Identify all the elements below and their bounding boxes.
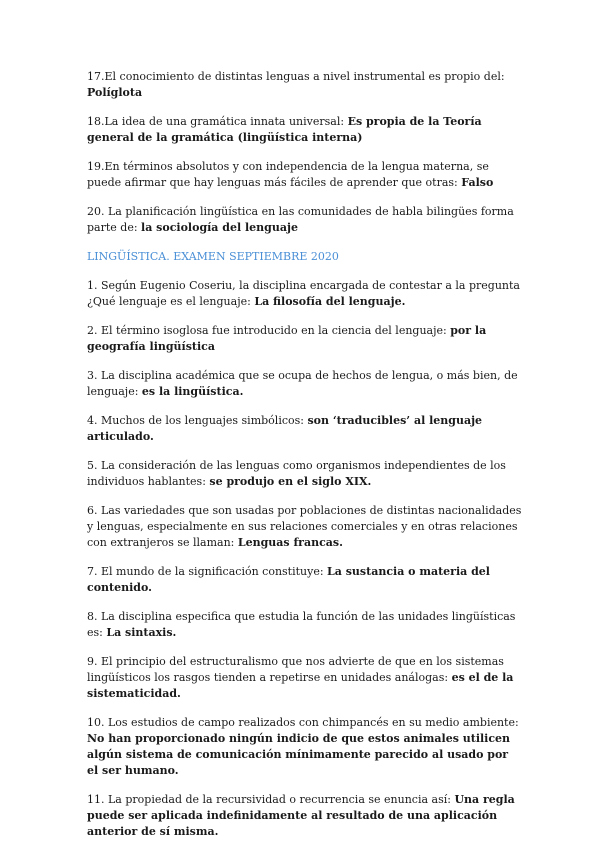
answer-text: son ‘traducibles’ al lenguaje articulado. (87, 414, 483, 443)
question-item (87, 69, 522, 101)
question-text: 17.El conocimiento de distintas lenguas a nivel instrumental es propio del: (87, 70, 505, 83)
section-heading: LINGÜÍSTICA. EXAMEN SEPTIEMBRE 2020 (87, 250, 339, 263)
question-item (87, 792, 522, 840)
question-item (87, 368, 522, 400)
question-text: 19.En términos absolutos y con independencia de la lengua materna, se puede afirmar que hay lenguas más fáciles de aprender que otras: (87, 160, 489, 189)
question-text: 5. La consideración de las lenguas como organismos independientes de los individuos hablantes: (87, 459, 506, 488)
question-text: 10. Los estudios de campo realizados con chimpancés en su medio ambiente: (87, 716, 519, 729)
question-item (87, 204, 522, 236)
question-text: 4. Muchos de los lenguajes simbólicos: (87, 414, 308, 427)
answer-text: Lenguas francas. (237, 536, 343, 549)
question-text: 2. El término isoglosa fue introducido en la ciencia del lenguaje: (87, 324, 451, 337)
question-text: 11. La propiedad de la recursividad o recurrencia se enuncia así: (87, 793, 455, 806)
question-text: 3. La disciplina académica que se ocupa de hechos de lengua, o más bien, de lenguaje: (87, 369, 518, 398)
question-text: 7. El mundo de la significación constituye: (87, 565, 328, 578)
answer-text: Es propia de la Teoría general de la gramática (lingüística interna) (87, 115, 482, 144)
question-text: 1. Según Eugenio Coseriu, la disciplina encargada de contestar a la pregunta ¿Qué lenguaje es el lenguaje: (87, 279, 520, 308)
answer-text: Falso (461, 176, 494, 189)
answer-text: La sintaxis. (106, 626, 177, 639)
answer-text: No han proporcionado ningún indicio de que estos animales utilicen algún sistema de comunicación mínimamente parecido al usado por el ser humano. (87, 732, 511, 777)
answer-text: es el de la sistematicidad. (87, 671, 514, 700)
answer-text: La sustancia o materia del contenido. (87, 565, 490, 594)
question-text: 8. La disciplina especifica que estudia la función de las unidades lingüísticas es: (87, 610, 516, 639)
question-text: 6. Las variedades que son usadas por poblaciones de distintas nacionalidades y lenguas, especialmente en sus relaciones comerciales y en otras relaciones con extranjeros se llaman: (87, 504, 522, 549)
answer-text: se produjo en el siglo XIX. (209, 475, 372, 488)
document-content (87, 69, 522, 853)
question-text: 18.La idea de una gramática innata universal: (87, 115, 348, 128)
answer-text: Políglota (87, 86, 143, 99)
question-text: 20. La planificación lingüística en las comunidades de habla bilingües forma parte de: (87, 205, 514, 234)
question-item (87, 503, 522, 551)
question-item (87, 564, 522, 596)
question-item (87, 159, 522, 191)
question-item (87, 114, 522, 146)
answer-text: Una regla puede ser aplicada indefinidamente al resultado de una aplicación anterior de sí misma. (87, 793, 515, 838)
question-item (87, 278, 522, 310)
question-item (87, 413, 522, 445)
question-item (87, 609, 522, 641)
question-text: 9. El principio del estructuralismo que nos advierte de que en los sistemas lingüísticos los rasgos tienden a repetirse en unidades análogas: (87, 655, 504, 684)
question-item (87, 458, 522, 490)
question-item (87, 323, 522, 355)
answer-text: es la lingüística. (141, 385, 244, 398)
answer-text: por la geografía lingüística (87, 324, 487, 353)
question-item (87, 654, 522, 702)
answer-text: La filosofía del lenguaje. (254, 295, 406, 308)
answer-text: la sociología del lenguaje (141, 221, 298, 234)
question-item (87, 715, 522, 779)
